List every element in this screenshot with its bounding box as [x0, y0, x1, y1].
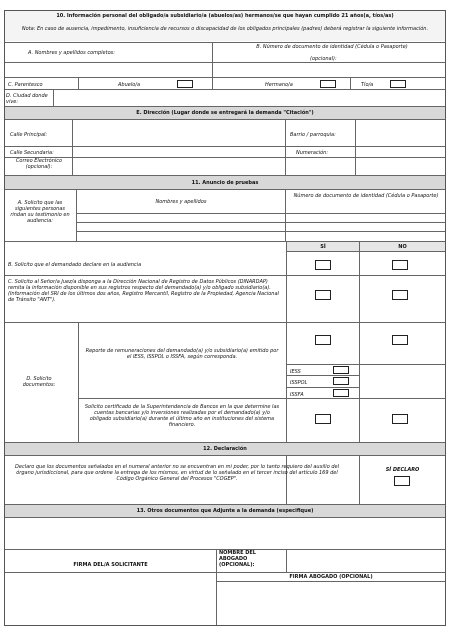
d2-no-checkbox[interactable]: [392, 414, 408, 424]
main-street-label: Calle Principal:: [10, 132, 48, 138]
section-10-note: Nota: En caso de ausencia, impedimento, insuficiencia de recursos o discapacidad de los obligados principales (padres) deberá registrar la siguiente información.: [21, 26, 429, 32]
other-documents-field[interactable]: [5, 518, 445, 549]
doc-field[interactable]: [213, 63, 445, 77]
city-label: D. Ciudad donde vive:: [6, 93, 48, 105]
d1-yes-checkbox[interactable]: [315, 335, 331, 345]
declaration-text: Declaro que los documentos señalados en el numeral anterior no se encuentran en mi poder, por lo tanto requiero del auxilio del órgano jurisdiccional, para que ordene la entrega de los mismos, en virtud de lo señalado en el tercer inciso del artículo 169 del Código Orgánico General del Procesos "COGEP".: [15, 464, 339, 482]
issfa-checkbox[interactable]: [333, 389, 349, 397]
b-label: B. Solicito que el demandado declare en la audiencia: [8, 262, 142, 268]
b-yes-checkbox[interactable]: [315, 260, 331, 270]
number-field[interactable]: [356, 147, 445, 157]
witness-3-name-field[interactable]: [77, 232, 285, 241]
no-header: NO: [398, 244, 407, 250]
section-10-title: 10. Información personal del obligado/a subsidiario/a (abuelos/as) hermanos/se que hayan cumplido 21 años(a, tíos/as): [56, 13, 394, 19]
abuelo-checkbox[interactable]: [177, 80, 193, 88]
neighborhood-field[interactable]: [356, 120, 445, 146]
lawyer-name-label: NOMBRE DEL ABOGADO (OPCIONAL):: [219, 550, 256, 568]
d1-text: Reporte de remuneraciones del demandado(a) y/o subsidiario(a) emitido por el IESS, ISSPOL o ISSFA, según corresponda.: [85, 348, 279, 360]
email-field[interactable]: [73, 158, 285, 175]
c-label: C. Solicito al Señor/a Juez/a disponga a la Dirección Nacional de Registro de Datos Públicos (DINARDAP) remita la información disponible en sus registros respecto del demandado(a) y/o obligado subsidiario(a). (Información del SRI de los últimos dos años, Registro Mercantil, Registro de la Propiedad, Agencia Nacional de Tránsito "ANT").: [8, 279, 279, 303]
option-tio-label: Tío/a: [361, 82, 374, 88]
hermano-checkbox[interactable]: [320, 80, 336, 88]
witness-2-doc-field[interactable]: [286, 223, 445, 231]
c-yes-checkbox[interactable]: [315, 290, 331, 300]
address-title: E. Dirección (Lugar donde se entregará la demanda "Citación"): [136, 110, 314, 116]
yes-declare-checkbox[interactable]: [394, 476, 410, 486]
names-label: A. Nombres y apellidos completos:: [28, 50, 115, 56]
city-field[interactable]: [54, 90, 445, 106]
witness-1-doc-field[interactable]: [286, 214, 445, 222]
option-hermano-label: Hermano/a: [265, 82, 293, 88]
applicant-signature-field[interactable]: [5, 573, 216, 625]
applicant-signature-label: FIRMA DEL/A SOLICITANTE: [73, 562, 148, 568]
lawyer-name-field[interactable]: [287, 550, 445, 572]
email-label: Correo Electrónico (opcional):: [15, 158, 63, 170]
isspol-checkbox[interactable]: [333, 377, 349, 385]
col-doc-header: Número de documento de identidad (Cédula o Pasaporte): [293, 193, 439, 199]
yes-header: SÍ: [320, 244, 326, 250]
lawyer-signature-label: FIRMA ABOGADO (OPCIONAL): [289, 574, 373, 580]
kinship-label: C. Parentesco: [8, 82, 43, 88]
secondary-street-field[interactable]: [73, 147, 285, 157]
section-11-title: 11. Anuncio de pruebas: [191, 180, 259, 186]
doc-hint: (opcional):: [310, 56, 337, 62]
tio-checkbox[interactable]: [390, 80, 406, 88]
names-field[interactable]: [5, 63, 212, 77]
col-names-header: Nombres y apellidos: [155, 199, 207, 205]
option-abuelo-label: Abuelo/a: [118, 82, 141, 88]
yes-declare-label: SÍ DECLARO: [385, 467, 420, 473]
isspol-label: ISSPOL: [290, 380, 308, 386]
doc-label: B. Número de documento de identidad (Cédula o Pasaporte): [256, 44, 408, 50]
section-13-title: 13. Otros documentos que Adjunte a la demanda (especifique): [136, 508, 314, 514]
b-no-checkbox[interactable]: [392, 260, 408, 270]
d2-yes-checkbox[interactable]: [315, 414, 331, 424]
d2-text: Solicito certificado de la Superintendencia de Bancos en la que determine las cuentas bancarias y/o inversiones realizadas por el demandado(a) y/o obligado subsidiario(a) durante el último año en instituciones del sistema financiero.: [84, 404, 280, 428]
witness-1-name-field[interactable]: [77, 214, 285, 222]
d1-no-checkbox[interactable]: [392, 335, 408, 345]
witness-label: A. Solicito que las siguientes personas rindan su testimonio en audiencia:: [10, 200, 70, 224]
witness-2-name-field[interactable]: [77, 223, 285, 231]
iess-label: IESS: [290, 369, 301, 375]
c-no-checkbox[interactable]: [392, 290, 408, 300]
neighborhood-label: Barrio / parroquia:: [290, 132, 336, 138]
d-label: D. Solicito documentos:: [22, 376, 56, 388]
lawyer-signature-field[interactable]: [217, 582, 445, 625]
main-street-field[interactable]: [73, 120, 285, 146]
iess-checkbox[interactable]: [333, 366, 349, 374]
number-label: Numeración:: [296, 150, 329, 156]
section-12-title: 12. Declaración: [203, 446, 247, 452]
witness-3-doc-field[interactable]: [286, 232, 445, 241]
secondary-street-label: Calle Secundaria:: [10, 150, 54, 156]
issfa-label: ISSFA: [290, 392, 304, 398]
